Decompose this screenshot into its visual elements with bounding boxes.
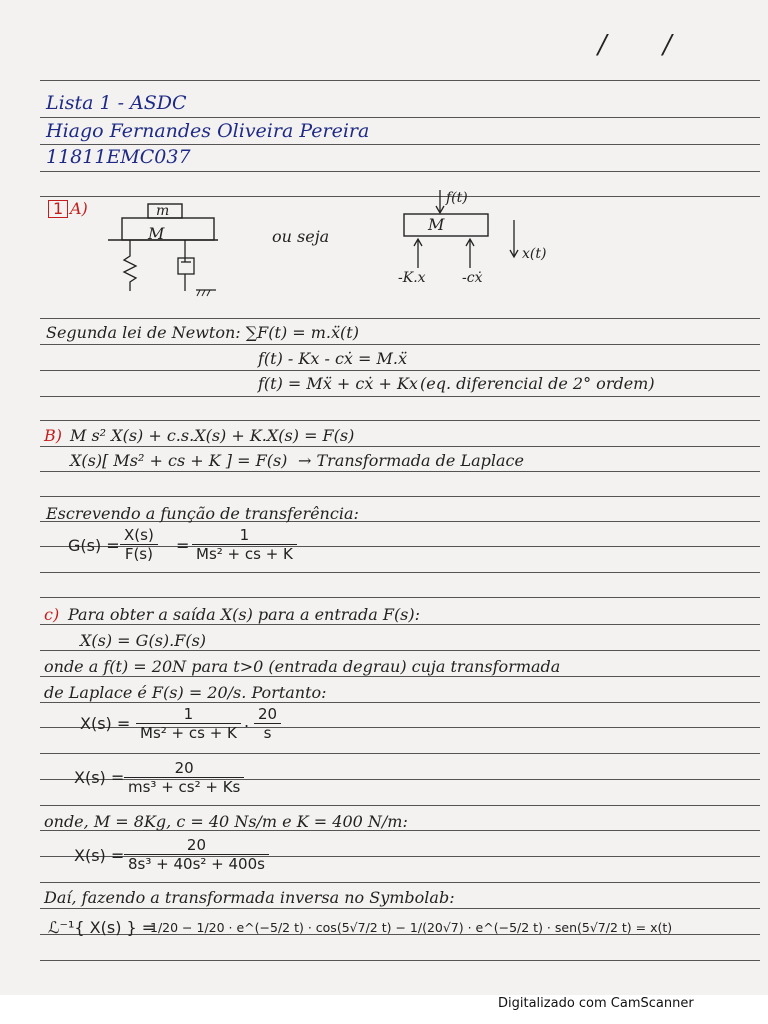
newton-eq2: f(t) = Mẍ + cẋ + Kx <box>258 374 418 393</box>
tf-denominator-2: Ms² + cs + K <box>196 545 293 563</box>
tf-numerator: X(s) <box>120 526 158 545</box>
tf-heading: Escrevendo a função de transferência: <box>46 504 359 523</box>
ruled-line <box>40 572 760 573</box>
fbd-mass-label: M <box>428 215 445 234</box>
ruled-line <box>40 318 760 319</box>
student-id: 11811EMC037 <box>46 146 191 168</box>
ruled-line <box>40 650 760 651</box>
small-mass-label: m <box>156 203 170 219</box>
part-c-intro: Para obter a saída X(s) para a entrada F(s): <box>68 605 421 624</box>
x-numerator-1: 1 <box>136 705 241 724</box>
ruled-line <box>40 597 760 598</box>
newton-eq2-note: (eq. diferencial de 2° ordem) <box>420 374 655 393</box>
ruled-line <box>40 171 760 172</box>
x-fraction-3 <box>124 759 244 796</box>
page-title: Lista 1 - ASDC <box>46 92 187 114</box>
x-lhs-3: X(s) = <box>74 846 125 865</box>
newton-heading: Segunda lei de Newton: ∑F(t) = m.ẍ(t) <box>46 323 359 342</box>
ruled-line <box>40 80 760 81</box>
tf-fraction-2 <box>192 526 297 563</box>
part-c-eq1: X(s) = G(s).F(s) <box>80 631 207 650</box>
laplace-note: → Transformada de Laplace <box>298 451 524 470</box>
student-name: Hiago Fernandes Oliveira Pereira <box>46 120 370 142</box>
ruled-line <box>40 370 760 371</box>
ruled-line <box>40 805 760 806</box>
laplace-eq2: X(s)[ Ms² + cs + K ] = F(s) <box>70 451 288 470</box>
ruled-line <box>40 676 760 677</box>
newton-eq1: f(t) - Kx - cẋ = M.ẍ <box>258 349 408 368</box>
damper-force-label: -cẋ <box>462 270 483 286</box>
x-fraction-1 <box>136 705 241 742</box>
x-numerator-2: 20 <box>254 705 281 724</box>
ruled-line <box>40 344 760 345</box>
inverse-heading: Daí, fazendo a transformada inversa no Symbolab: <box>44 888 455 907</box>
x-denominator-2: s <box>263 724 272 742</box>
tf-lhs: G(s) = <box>68 536 120 555</box>
x2-numerator: 20 <box>124 759 244 778</box>
x3-numerator: 20 <box>124 836 269 855</box>
tf-denominator: F(s) <box>124 545 153 563</box>
ruled-line <box>40 496 760 497</box>
spring-force-label: -K.x <box>398 270 426 286</box>
part-c-line3: de Laplace é F(s) = 20/s. Portanto: <box>44 683 327 702</box>
ruled-line <box>40 471 760 472</box>
tf-fraction-1 <box>120 526 158 563</box>
big-mass-label: M <box>148 224 165 243</box>
ruled-line <box>40 446 760 447</box>
x-lhs-1: X(s) = <box>80 714 131 733</box>
ruled-line <box>40 960 760 961</box>
x-fraction-2 <box>254 705 281 742</box>
ruled-line <box>40 396 760 397</box>
params-line: onde, M = 8Kg, c = 40 Ns/m e K = 400 N/m: <box>44 812 408 831</box>
scanner-watermark: Digitalizado com CamScanner <box>498 996 694 1011</box>
question-number: 1 <box>48 200 68 218</box>
ruled-line <box>40 117 760 118</box>
part-c-line2: onde a f(t) = 20N para t>0 (entrada degrau) cuja transformada <box>44 657 561 676</box>
displacement-label: x(t) <box>522 246 547 262</box>
x-fraction-4 <box>124 836 269 873</box>
x-denominator-1: Ms² + cs + K <box>140 724 237 742</box>
ruled-line <box>40 908 760 909</box>
x2-denominator: ms³ + cs² + Ks <box>128 778 241 796</box>
laplace-eq1: M s² X(s) + c.s.X(s) + K.X(s) = F(s) <box>70 426 355 445</box>
force-label: f(t) <box>446 190 468 206</box>
ruled-line <box>40 753 760 754</box>
tf-equals: = <box>176 536 190 555</box>
part-c-label: c) <box>44 605 60 624</box>
ruled-line <box>40 702 760 703</box>
inverse-lhs: ℒ⁻¹{ X(s) } = <box>48 918 156 937</box>
tf-numerator-2: 1 <box>192 526 297 545</box>
x3-denominator: 8s³ + 40s² + 400s <box>128 855 265 873</box>
ruled-line <box>40 624 760 625</box>
part-b-label: B) <box>44 426 62 445</box>
ruled-line <box>40 420 760 421</box>
part-a-label: A) <box>70 199 88 218</box>
inverse-rhs: 1/20 − 1/20 · e^(−5/2 t) · cos(5√7/2 t) − 1/(20√7) · e^(−5/2 t) · sen(5√7/2 t) = x(t) <box>150 920 673 935</box>
ou-seja-text: ou seja <box>272 227 330 246</box>
date-marks: / / <box>598 30 696 60</box>
x-lhs-2: X(s) = <box>74 768 125 787</box>
ruled-line <box>40 882 760 883</box>
x-multiply-dot: . <box>244 712 250 731</box>
